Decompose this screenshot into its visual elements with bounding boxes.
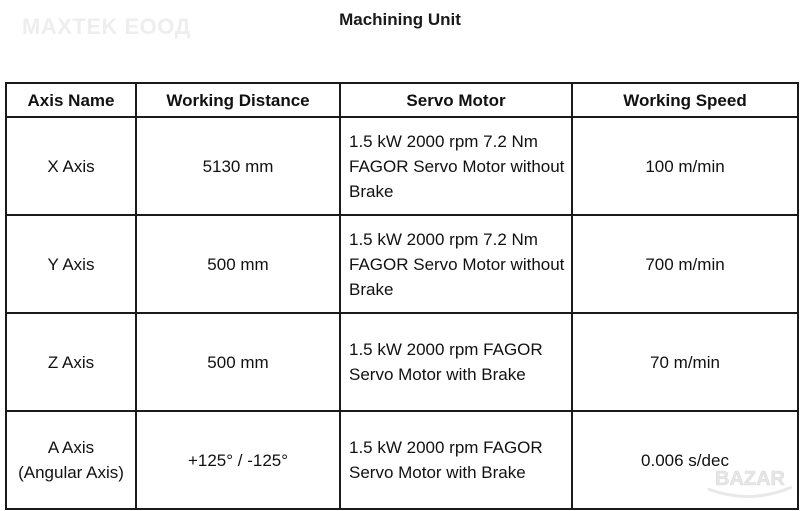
page-title: Machining Unit <box>339 10 461 29</box>
axis-name-cell <box>6 313 136 411</box>
working-speed-cell: 100 m/min <box>572 117 798 215</box>
table-row <box>6 117 798 215</box>
header-working-distance: Working Distance <box>136 83 340 117</box>
axis-name: A Axis <box>47 438 95 457</box>
spec-table <box>5 82 799 510</box>
table-row <box>6 215 798 313</box>
bazar-watermark-logo <box>704 459 796 505</box>
working-distance-cell: 500 mm <box>136 215 340 313</box>
working-speed-cell: 70 m/min <box>572 313 798 411</box>
table-row <box>6 313 798 411</box>
axis-note: (Angular Axis) <box>18 463 124 482</box>
watermark-company-text: MAXTEK ЕООД <box>22 14 191 39</box>
header-working-speed: Working Speed <box>572 83 798 117</box>
axis-name-cell <box>6 215 136 313</box>
axis-name: Y Axis <box>47 254 95 274</box>
bazar-logo-text: BAZAR <box>715 468 785 490</box>
working-distance-cell: 5130 mm <box>136 117 340 215</box>
working-speed-cell: 0.006 s/dec <box>572 411 798 509</box>
axis-name: X Axis <box>47 156 95 176</box>
servo-motor-cell: 1.5 kW 2000 rpm FAGOR Servo Motor with Brake <box>340 313 572 411</box>
axis-name: Z Axis <box>47 352 95 372</box>
working-distance-cell: +125° / -125° <box>136 411 340 509</box>
header-axis-name: Axis Name <box>6 83 136 117</box>
axis-name-cell <box>6 411 136 509</box>
servo-motor-cell: 1.5 kW 2000 rpm 7.2 Nm FAGOR Servo Motor without Brake <box>340 117 572 215</box>
servo-motor-cell: 1.5 kW 2000 rpm 7.2 Nm FAGOR Servo Motor without Brake <box>340 215 572 313</box>
working-distance-cell: 500 mm <box>136 313 340 411</box>
working-speed-cell: 700 m/min <box>572 215 798 313</box>
axis-name-cell <box>6 117 136 215</box>
table-row <box>6 411 798 509</box>
servo-motor-cell: 1.5 kW 2000 rpm FAGOR Servo Motor with Brake <box>340 411 572 509</box>
table-header-row <box>6 83 798 117</box>
header-servo-motor: Servo Motor <box>340 83 572 117</box>
